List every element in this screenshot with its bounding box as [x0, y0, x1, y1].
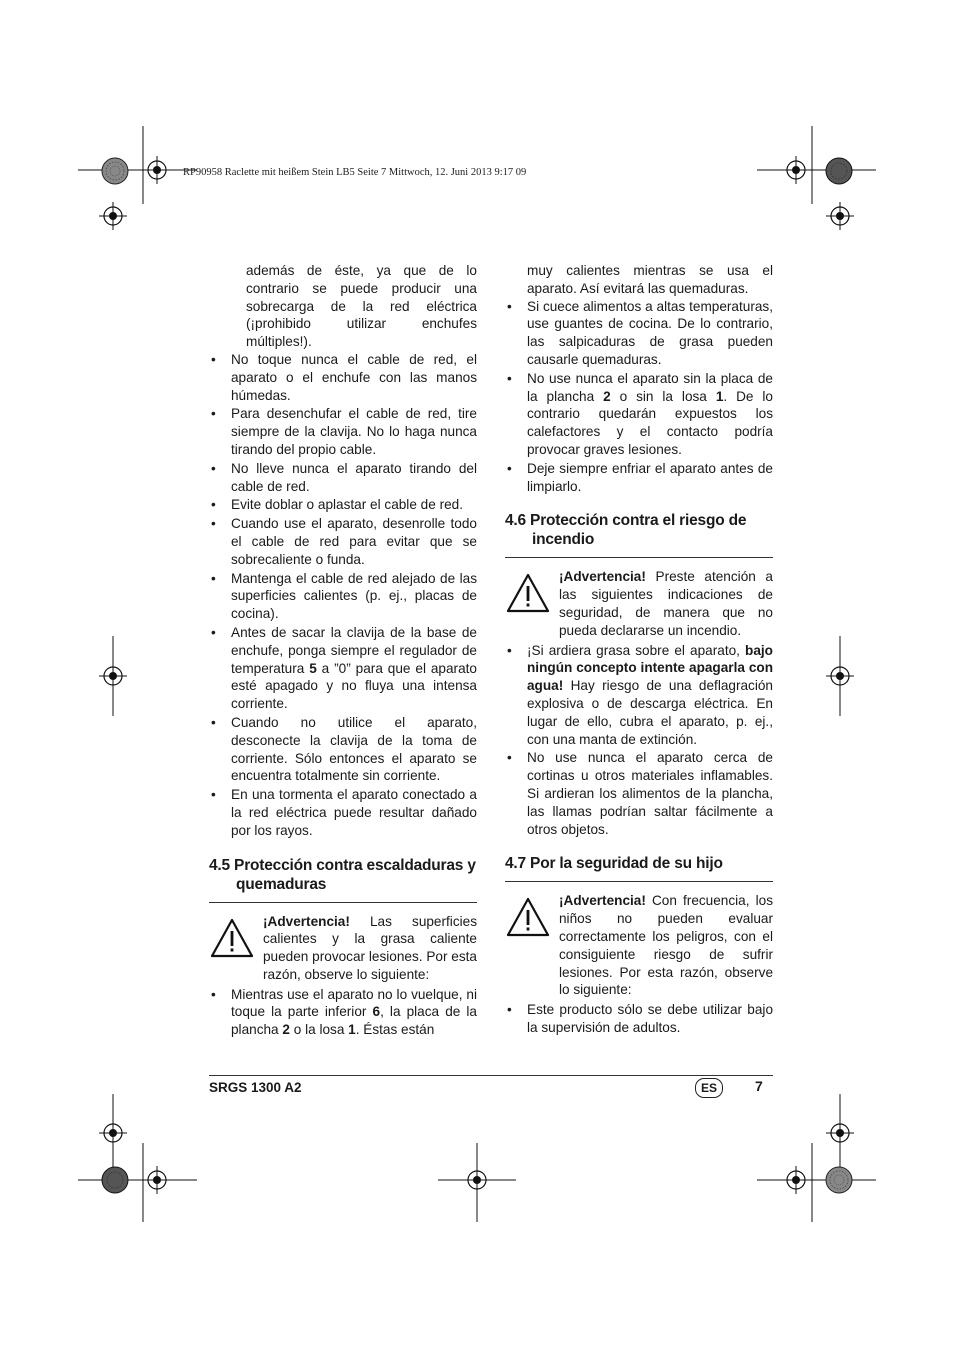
warning-triangle-icon — [505, 568, 559, 639]
registration-crosshair-icon — [143, 1166, 171, 1194]
color-registration-wheel-icon — [826, 1167, 852, 1193]
crop-line — [78, 1094, 197, 1222]
part-number: 6 — [372, 1004, 381, 1020]
list-item: • No use nunca el aparato cerca de cortinas u otros materiales inflamables. Si ardieran los alimentos de la plancha, las llamas podrían saltar fácilmente a otros objetos. — [505, 749, 773, 838]
part-number: 1 — [348, 1022, 356, 1038]
warning-block — [505, 892, 773, 999]
part-number: 2 — [603, 388, 611, 404]
bullet-list — [209, 986, 477, 1039]
text-span: Preste atención a las siguientes indicaciones de seguridad, de manera que no pueda declararse un incendio. — [559, 569, 773, 638]
registration-crosshair-icon — [782, 1166, 810, 1194]
right-column — [505, 262, 773, 1038]
print-header: RP90958 Raclette mit heißem Stein LB5 Seite 7 Mittwoch, 12. Juni 2013 9:17 09 — [183, 167, 527, 178]
registration-crosshair-icon — [463, 1166, 491, 1194]
warning-text — [263, 913, 477, 984]
registration-crosshair-icon — [826, 662, 854, 690]
text-span: . De lo contrario quedarán expuestos los calefactores y el contacto podría provocar graves lesiones. — [527, 388, 773, 457]
list-item — [209, 624, 477, 713]
list-item: • Cuando no utilice el aparato, desconecte la clavija de la toma de corriente. Sólo entonces el aparato se encuentra totalmente sin corriente. — [209, 714, 477, 785]
bullet-list — [505, 298, 773, 496]
list-item: • Si cuece alimentos a altas temperaturas, use guantes de cocina. De lo contrario, las salpicaduras de grasa pueden causarle quemaduras. — [505, 298, 773, 369]
list-item: • No toque nunca el cable de red, el aparato o el enchufe con las manos húmedas. — [209, 351, 477, 404]
registration-crosshair-icon — [826, 1119, 854, 1147]
left-column — [209, 262, 477, 1040]
page-number: 7 — [755, 1078, 763, 1094]
text-span: No use nunca el aparato sin la placa de la plancha — [527, 370, 773, 404]
list-item: • En una tormenta el aparato conectado a la red eléctrica puede resultar dañado por los rayos. — [209, 786, 477, 839]
warning-label: ¡Advertencia! — [263, 913, 350, 929]
text-span: ¡Si ardiera grasa sobre el aparato, — [527, 642, 746, 658]
list-item: • Este producto sólo se debe utilizar bajo la supervisión de adultos. — [505, 1001, 773, 1037]
list-item: • Cuando use el aparato, desenrolle todo el cable de red para evitar que se sobrecaliente o funda. — [209, 515, 477, 568]
text-span: Con frecuencia, los niños no pueden evaluar correctamente los peligros, con el consiguiente riesgo de sufrir lesiones. Por esta razón, observe lo siguiente: — [559, 893, 773, 998]
section-heading: 4.7 Por la seguridad de su hijo — [505, 854, 773, 882]
text-span: a ”0” para que el aparato esté apagado y no fluya una intensa corriente. — [231, 660, 477, 712]
warning-block — [505, 568, 773, 639]
language-badge: ES — [695, 1078, 723, 1098]
text-span: Mientras use el aparato no lo vuelque, ni toque la parte inferior — [231, 986, 477, 1020]
text-span: . Éstas están — [355, 1022, 435, 1038]
part-number: 1 — [715, 388, 724, 404]
footer-model-number: SRGS 1300 A2 — [209, 1080, 302, 1095]
color-registration-wheel-icon — [102, 1167, 128, 1193]
crop-line — [757, 1094, 876, 1222]
registration-crosshair-icon — [99, 202, 127, 230]
text-span: Hay riesgo de una deflagración explosiva o de descarga eléctrica. En lugar de ello, cubra el aparato, p. ej., con una manta de extinción. — [527, 678, 773, 747]
warning-triangle-icon — [209, 913, 263, 984]
warning-block — [209, 913, 477, 984]
list-item — [505, 642, 773, 749]
crop-line — [78, 126, 197, 204]
color-registration-wheel-icon — [826, 158, 852, 184]
list-item: • Evite doblar o aplastar el cable de red. — [209, 496, 477, 514]
registration-crosshair-icon — [782, 156, 810, 184]
warning-triangle-icon — [505, 892, 559, 999]
continued-paragraph: muy calientes mientras se usa el aparato. Así evitará las quemaduras. — [527, 263, 773, 296]
bold-warning: bajo ningún concepto intente apagarla con agua! — [527, 642, 773, 694]
list-item — [505, 370, 773, 459]
text-span: , la placa de la plancha — [231, 1004, 477, 1038]
part-number: 2 — [282, 1022, 290, 1038]
section-heading: 4.6 Protección contra el riesgo de incendio — [505, 511, 773, 558]
text-span: o la losa — [289, 1022, 349, 1038]
footer-divider — [209, 1075, 773, 1076]
bullet-list — [209, 351, 477, 840]
list-item: • Para desenchufar el cable de red, tire siempre de la clavija. No lo haga nunca tirando del propio cable. — [209, 405, 477, 458]
list-item: • Mantenga el cable de red alejado de las superficies calientes (p. ej., placas de cocina). — [209, 570, 477, 623]
text-span: Antes de sacar la clavija de la base de enchufe, ponga siempre el regulador de temperatura — [231, 624, 477, 676]
section-heading: 4.5 Protección contra escaldaduras y quemaduras — [209, 856, 477, 903]
warning-label: ¡Advertencia! — [559, 893, 646, 909]
text-span: Las superficies calientes y la grasa caliente pueden provocar lesiones. Por esta razón, observe lo siguiente: — [263, 913, 477, 982]
warning-text — [559, 568, 773, 639]
text-span: o sin la losa — [610, 388, 716, 404]
crop-line — [757, 126, 876, 204]
bullet-list — [505, 642, 773, 839]
continued-paragraph: además de éste, ya que de lo contrario se puede producir una sobrecarga de la red eléctrica (¡prohibido utilizar enchufes múltiples!). — [246, 263, 477, 350]
list-item: • No lleve nunca el aparato tirando del cable de red. — [209, 460, 477, 496]
registration-crosshair-icon — [99, 662, 127, 690]
registration-crosshair-icon — [826, 202, 854, 230]
warning-text — [559, 892, 773, 999]
registration-crosshair-icon — [99, 1119, 127, 1147]
color-registration-wheel-icon — [102, 158, 128, 184]
list-item — [209, 986, 477, 1039]
warning-label: ¡Advertencia! — [559, 569, 646, 585]
bullet-list — [505, 1001, 773, 1037]
list-item: • Deje siempre enfriar el aparato antes de limpiarlo. — [505, 460, 773, 496]
part-number: 5 — [309, 660, 317, 676]
registration-crosshair-icon — [143, 156, 171, 184]
